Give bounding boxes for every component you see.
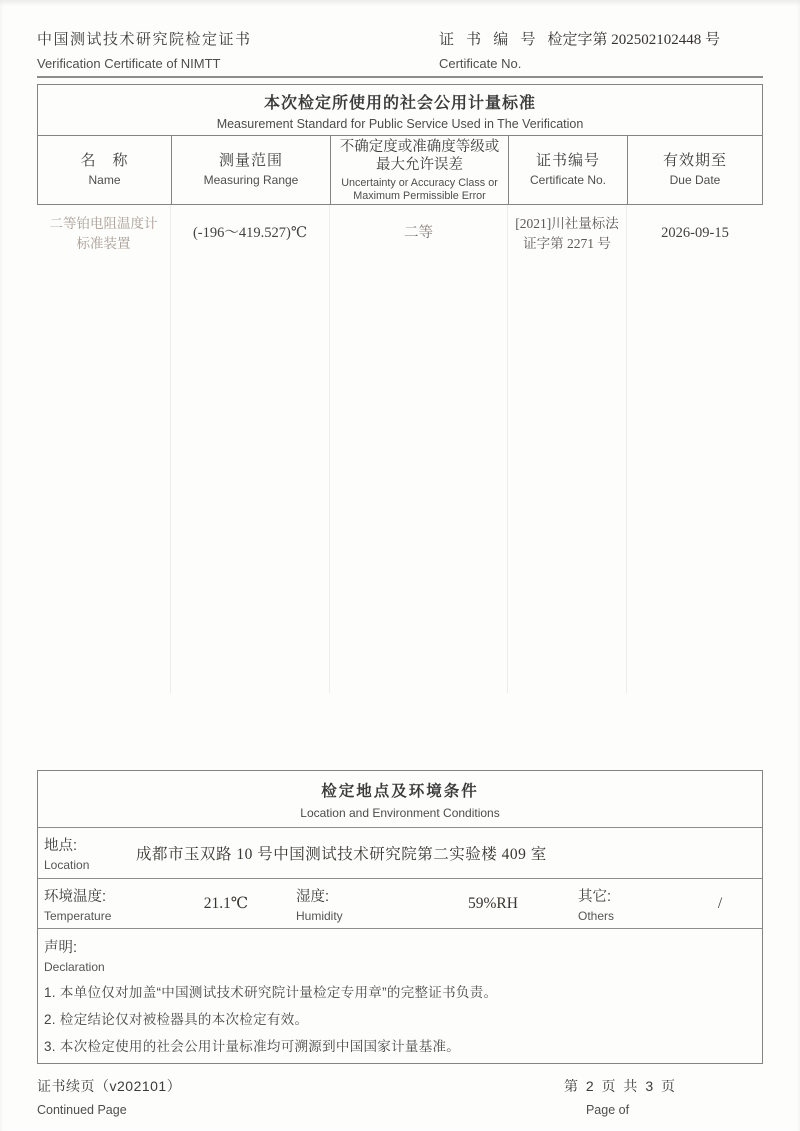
empty-cell	[171, 263, 330, 693]
empty-cell	[37, 263, 171, 693]
due-date-cell: 2026-09-15	[661, 225, 729, 242]
page-title: 中国测试技术研究院检定证书	[37, 31, 252, 48]
empty-cell	[330, 263, 508, 693]
page-header	[37, 0, 763, 71]
certificate-number-value: 检定字第 202502102448 号	[547, 32, 720, 48]
humidity-label: 湿度: Humidity	[296, 888, 343, 923]
footer-continued-page-en: Continued Page	[37, 1103, 127, 1117]
certificate-number-label: 证 书 编 号	[438, 31, 540, 48]
footer-continued-page-zh: 证书续页（v202101）	[37, 1078, 182, 1094]
empty-cell	[627, 263, 763, 693]
declaration-item: 3. 本次检定使用的社会公用计量标准均可溯源到中国国家计量基准。	[44, 1039, 461, 1054]
footer-page-number	[564, 1076, 677, 1117]
uncertainty-cell: 二等	[330, 205, 508, 263]
temperature-label: 环境温度: Temperature	[44, 888, 112, 923]
declaration-item: 1. 本单位仅对加盖“中国测试技术研究院计量检定专用章”的完整证书负责。	[44, 985, 498, 1000]
standards-table-title	[37, 84, 763, 136]
standards-table-row	[37, 205, 763, 263]
measuring-range-cell: (-196～419.527)℃	[171, 205, 330, 263]
declaration-section	[38, 929, 762, 1063]
column-header-due-date: 有效期至 Due Date	[662, 152, 727, 187]
location-label: 地点: Location	[44, 838, 90, 872]
column-header-uncertainty: 不确定度或准确度等级或最大允许误差 Uncertainty or Accuracy Class or Maximum Permissible Error	[331, 136, 509, 204]
column-header-measuring-range: 测量范围 Measuring Range	[172, 136, 331, 204]
location-table-title-zh: 检定地点及环境条件	[321, 782, 479, 800]
footer-continued-page	[37, 1076, 181, 1117]
environment-row	[38, 879, 762, 929]
certificate-number-block	[439, 28, 720, 71]
standards-table-header-row	[37, 136, 763, 205]
header-left	[37, 28, 252, 71]
page-footer	[37, 1076, 763, 1117]
standard-name-cell: 二等铂电阻温度计标准装置	[37, 205, 171, 263]
temperature-value: 21.1℃	[203, 895, 249, 912]
location-table	[37, 770, 763, 1064]
footer-page-number-zh: 第 2 页 共 3 页	[563, 1078, 677, 1094]
standards-table-title-en: Measurement Standard for Public Service Used in The Verification	[216, 116, 584, 131]
standards-table-empty-area	[37, 263, 763, 693]
location-table-title	[38, 771, 762, 828]
humidity-value: 59%RH	[468, 894, 518, 912]
declaration-item: 2. 检定结论仅对被检器具的本次检定有效。	[44, 1012, 309, 1027]
page-title-en: Verification Certificate of NIMTT	[37, 56, 221, 71]
footer-page-number-en: Page of	[585, 1103, 630, 1117]
column-header-name: 名 称 Name	[38, 136, 172, 204]
location-table-title-en: Location and Environment Conditions	[300, 805, 500, 820]
header-divider	[37, 76, 763, 78]
declaration-label-en: Declaration	[44, 960, 105, 974]
standards-table-title-zh: 本次检定所使用的社会公用计量标准	[263, 94, 536, 112]
column-header-certificate-no: 证书编号 Certificate No.	[509, 136, 628, 204]
others-value: /	[717, 894, 723, 912]
location-value: 成都市玉双路 10 号中国测试技术研究院第二实验楼 409 室	[136, 846, 547, 863]
location-row	[38, 828, 762, 879]
standards-table	[37, 84, 763, 693]
declaration-label: 声明:	[44, 940, 78, 956]
certificate-number-label-en: Certificate No.	[438, 56, 522, 71]
empty-cell	[508, 263, 627, 693]
standard-certificate-no-cell: [2021]川社量标法证字第 2271 号	[508, 205, 627, 263]
others-label: 其它: Others	[578, 888, 615, 923]
